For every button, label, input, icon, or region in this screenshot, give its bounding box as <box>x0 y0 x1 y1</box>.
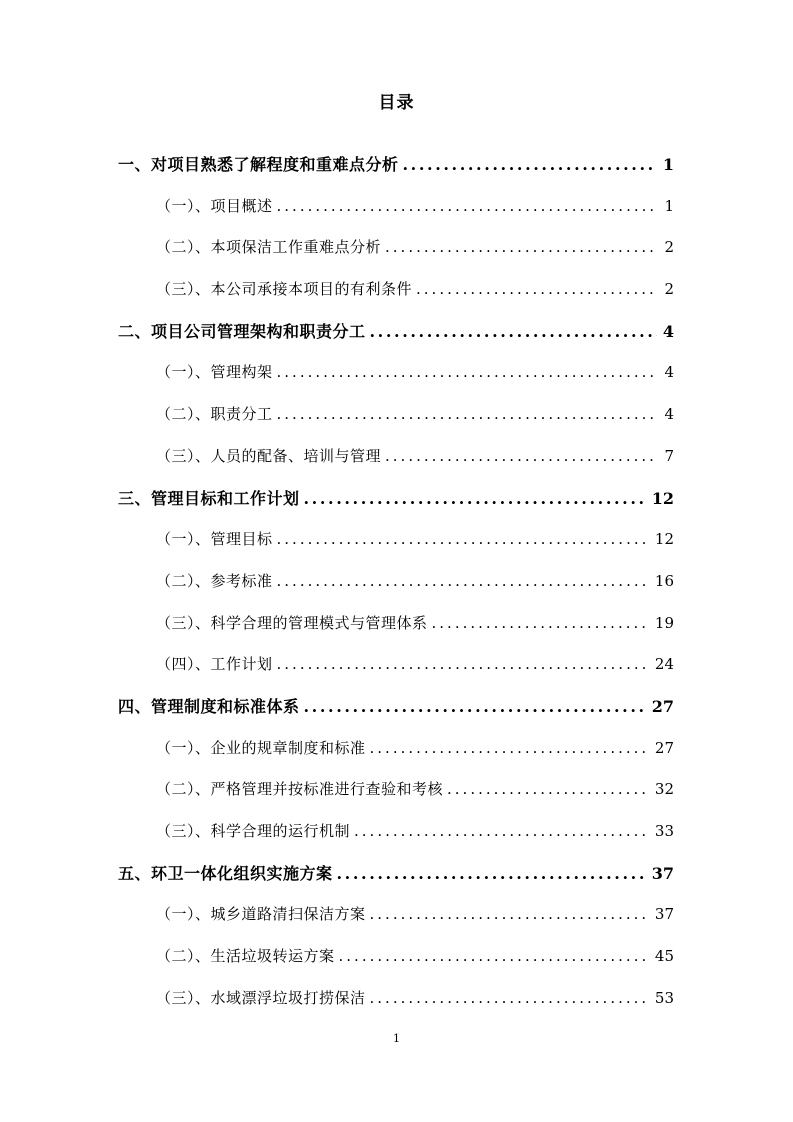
toc-dot-leader <box>277 561 649 603</box>
toc-page-number: 33 <box>654 822 674 840</box>
toc-chapter-entry[interactable] <box>118 311 674 353</box>
toc-section-entry[interactable] <box>118 394 674 436</box>
toc-page-number: 37 <box>651 863 674 883</box>
toc-chapter-entry[interactable] <box>118 853 674 895</box>
toc-section-entry[interactable] <box>118 603 674 645</box>
toc-page-number: 45 <box>654 947 674 966</box>
toc-entry-text: （二）、严格管理并按标准进行查验和考核 <box>156 780 444 799</box>
toc-section-entry[interactable] <box>118 769 674 811</box>
toc-dot-leader <box>277 186 658 228</box>
toc-page-number: 2 <box>664 238 674 257</box>
toc-page-number: 37 <box>654 905 674 924</box>
toc-section-entry[interactable] <box>118 894 674 936</box>
toc-section-entry[interactable] <box>118 186 674 228</box>
toc-section-entry[interactable] <box>118 978 674 1020</box>
toc-page-number: 7 <box>664 446 674 465</box>
toc-entry-text: （二）、生活垃圾转运方案 <box>156 947 335 966</box>
toc-dot-leader <box>416 269 658 311</box>
toc-section-entry[interactable] <box>118 269 674 311</box>
toc-entry-text: 二、项目公司管理架构和职责分工 <box>118 321 366 341</box>
toc-page-number: 1 <box>664 196 674 215</box>
toc-entry-text: （三）、科学合理的运行机制 <box>156 822 351 840</box>
toc-entry-text: （二）、职责分工 <box>156 405 273 424</box>
toc-entry-text: 五、环卫一体化组织实施方案 <box>118 863 333 883</box>
toc-entry-text: （一）、企业的规章制度和标准 <box>156 738 366 757</box>
toc-dot-leader <box>304 478 646 520</box>
toc-dot-leader <box>370 978 649 1020</box>
toc-page-number: 32 <box>654 780 674 799</box>
toc-page-number: 27 <box>654 738 674 757</box>
toc-chapter-entry[interactable] <box>118 686 674 728</box>
toc-entry-text: （三）、本公司承接本项目的有利条件 <box>156 280 413 299</box>
toc-section-entry[interactable] <box>118 728 674 770</box>
toc-dot-leader <box>304 686 646 728</box>
toc-dot-leader <box>385 227 658 269</box>
toc-entry-text: 三、管理目标和工作计划 <box>118 488 300 508</box>
toc-chapter-entry[interactable] <box>118 478 674 520</box>
toc-dot-leader <box>385 436 658 478</box>
toc-dot-leader <box>370 894 649 936</box>
toc-section-entry[interactable] <box>118 519 674 561</box>
toc-page-number: 4 <box>662 321 674 341</box>
toc-section-entry[interactable] <box>118 561 674 603</box>
toc-entry-text: （二）、参考标准 <box>156 571 273 590</box>
toc-entry-text: 四、管理制度和标准体系 <box>118 696 300 716</box>
toc-entry-text: （三）、科学合理的管理模式与管理体系 <box>156 613 428 632</box>
toc-page-number: 53 <box>654 988 674 1007</box>
toc-entry-text: 一、对项目熟悉了解程度和重难点分析 <box>118 155 399 174</box>
toc-entry-text: （四）、工作计划 <box>156 655 273 674</box>
toc-page-number: 19 <box>654 613 674 632</box>
toc-section-entry[interactable] <box>118 436 674 478</box>
toc-dot-leader <box>277 352 658 394</box>
toc-page-number: 4 <box>664 363 674 382</box>
toc-dot-leader <box>403 144 657 186</box>
toc-dot-leader <box>339 936 649 978</box>
table-of-contents <box>118 144 674 1019</box>
toc-section-entry[interactable] <box>118 644 674 686</box>
toc-dot-leader <box>337 853 646 895</box>
toc-dot-leader <box>277 644 649 686</box>
toc-dot-leader <box>354 811 649 853</box>
toc-dot-leader <box>277 519 649 561</box>
toc-section-entry[interactable] <box>118 352 674 394</box>
toc-page-number: 1 <box>662 155 674 174</box>
toc-page-number: 24 <box>654 655 674 674</box>
toc-section-entry[interactable] <box>118 227 674 269</box>
page-number: 1 <box>393 1032 400 1045</box>
toc-dot-leader <box>447 769 649 811</box>
toc-page-number: 12 <box>654 530 674 549</box>
toc-page-number: 16 <box>654 571 674 590</box>
toc-dot-leader <box>370 311 657 353</box>
toc-entry-text: （一）、城乡道路清扫保洁方案 <box>156 905 366 924</box>
toc-section-entry[interactable] <box>118 811 674 853</box>
toc-dot-leader <box>277 394 658 436</box>
toc-section-entry[interactable] <box>118 936 674 978</box>
toc-dot-leader <box>432 603 649 645</box>
toc-entry-text: （一）、管理目标 <box>156 530 273 549</box>
toc-entry-text: （一）、管理构架 <box>156 363 273 382</box>
toc-title: 目录 <box>378 93 415 113</box>
toc-page-number: 27 <box>651 696 674 716</box>
toc-entry-text: （一）、项目概述 <box>156 196 273 215</box>
toc-entry-text: （三）、水域漂浮垃圾打捞保洁 <box>156 988 366 1007</box>
toc-dot-leader <box>370 728 649 770</box>
toc-chapter-entry[interactable] <box>118 144 674 186</box>
toc-page-number: 4 <box>664 405 674 424</box>
toc-page-number: 12 <box>651 488 674 508</box>
toc-entry-text: （三）、人员的配备、培训与管理 <box>156 446 382 465</box>
toc-page-number: 2 <box>664 280 674 299</box>
toc-entry-text: （二）、本项保洁工作重难点分析 <box>156 238 382 257</box>
